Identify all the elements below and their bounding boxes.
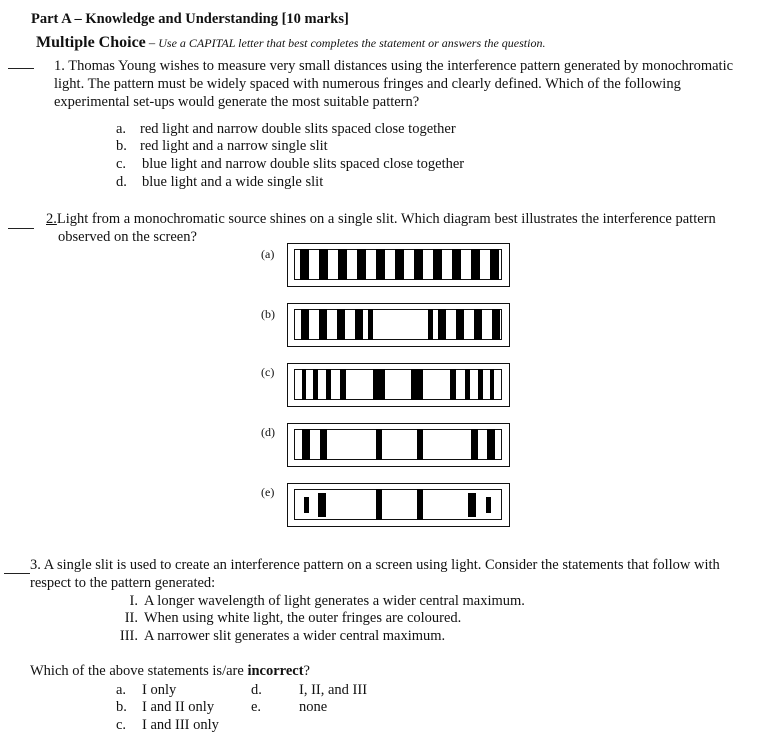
q3-option-b bbox=[116, 698, 214, 716]
diagram-label-e: (e) bbox=[261, 485, 275, 499]
q1-option-b bbox=[116, 137, 328, 155]
q3-statement-text: A narrower slit generates a wider central maximum. bbox=[144, 628, 446, 644]
q3-option-text: I only bbox=[142, 682, 177, 698]
q1-option-text: red light and narrow double slits spaced close together bbox=[140, 121, 456, 137]
q3-option-text: none bbox=[299, 699, 328, 715]
fringe-bar bbox=[478, 369, 483, 400]
q3-option-letter: d. bbox=[251, 682, 262, 698]
fringe-bar bbox=[355, 309, 363, 340]
q3-statement-text: When using white light, the outer fringes are coloured. bbox=[144, 610, 462, 626]
diagram-label-d: (d) bbox=[261, 425, 275, 439]
q2-line-1-text: Light from a monochromatic source shines on a single slit. Which diagram best illustrates the interference pattern bbox=[56, 211, 716, 227]
q3-option-a bbox=[116, 681, 176, 699]
fringe-bar bbox=[490, 249, 499, 280]
fringe-bar bbox=[487, 429, 495, 460]
q3-line-2: respect to the pattern generated: bbox=[30, 575, 216, 591]
fringe-bar bbox=[376, 249, 385, 280]
fringe-bar bbox=[471, 429, 478, 460]
q2-number: 2. bbox=[46, 211, 57, 227]
q3-question bbox=[30, 662, 310, 680]
fringe-bar bbox=[338, 249, 347, 280]
fringe-bar bbox=[438, 309, 446, 340]
q1-option-letter: c. bbox=[116, 156, 127, 172]
q3-option-letter: a. bbox=[116, 682, 127, 698]
q1-line-3: experimental set-ups would generate the most suitable pattern? bbox=[54, 94, 420, 110]
fringe-bar bbox=[411, 369, 423, 400]
mc-instruction: Use a CAPITAL letter that best completes the statement or answers the question. bbox=[158, 36, 546, 50]
fringe-bar bbox=[486, 497, 491, 513]
fringe-bar bbox=[465, 369, 470, 400]
q3-option-text: I and III only bbox=[142, 717, 219, 733]
q3-statement-numeral: II. bbox=[124, 610, 138, 626]
fringe-bar bbox=[474, 309, 482, 340]
q3-option-d bbox=[251, 681, 367, 699]
q3-question-suffix: ? bbox=[303, 663, 310, 679]
diagram-d bbox=[287, 423, 510, 467]
fringe-bar bbox=[302, 429, 310, 460]
fringe-bar bbox=[395, 249, 404, 280]
q3-statement-i bbox=[116, 592, 525, 610]
fringe-bar bbox=[433, 249, 442, 280]
fringe-bar bbox=[414, 249, 423, 280]
q3-statement-ii bbox=[116, 609, 461, 627]
q1-option-text: blue light and a wide single slit bbox=[142, 174, 324, 190]
diagram-label-b: (b) bbox=[261, 307, 275, 321]
q3-question-prefix: Which of the above statements is/are bbox=[30, 663, 248, 679]
fringe-bar bbox=[376, 489, 382, 520]
q2-line-2: observed on the screen? bbox=[58, 229, 197, 245]
q3-statement-text: A longer wavelength of light generates a wider central maximum. bbox=[144, 593, 525, 609]
q3-line-1: 3. A single slit is used to create an interference pattern on a screen using light. Consider the statements that follow with bbox=[30, 557, 720, 573]
fringe-bar bbox=[417, 429, 423, 460]
q1-answer-blank[interactable] bbox=[8, 68, 34, 69]
fringe-bar bbox=[368, 309, 373, 340]
section-title: Part A – Knowledge and Understanding [10 marks] bbox=[31, 11, 349, 27]
mc-heading-row bbox=[36, 34, 545, 52]
q3-option-e bbox=[251, 698, 327, 716]
fringe-bar bbox=[492, 309, 500, 340]
mc-heading: Multiple Choice bbox=[36, 34, 146, 51]
fringe-bar bbox=[471, 249, 480, 280]
fringe-bar bbox=[340, 369, 346, 400]
fringe-bar bbox=[319, 249, 328, 280]
diagram-b bbox=[287, 303, 510, 347]
q3-option-text: I and II only bbox=[142, 699, 215, 715]
diagram-e bbox=[287, 483, 510, 527]
q1-option-letter: d. bbox=[116, 174, 127, 190]
diagram-label-c: (c) bbox=[261, 365, 275, 379]
fringe-bar bbox=[337, 309, 345, 340]
fringe-bar bbox=[373, 369, 385, 400]
fringe-bar bbox=[428, 309, 433, 340]
q1-option-text: blue light and narrow double slits spaced close together bbox=[142, 156, 465, 172]
q2-answer-blank[interactable] bbox=[8, 228, 34, 229]
mc-dash: – bbox=[145, 36, 159, 50]
q3-question-bold: incorrect bbox=[247, 663, 304, 679]
fringe-bar bbox=[417, 489, 423, 520]
fringe-bar bbox=[490, 369, 494, 400]
fringe-bar bbox=[357, 249, 366, 280]
q3-statement-numeral: I. bbox=[129, 593, 138, 609]
q3-statement-iii bbox=[116, 627, 445, 645]
fringe-bar bbox=[304, 497, 309, 513]
q1-option-d bbox=[116, 173, 323, 191]
q1-line-1: 1. Thomas Young wishes to measure very small distances using the interference pattern generated by monochromatic bbox=[54, 58, 734, 74]
q3-option-letter: b. bbox=[116, 699, 127, 715]
q1-option-a bbox=[116, 120, 456, 138]
fringe-bar bbox=[319, 309, 327, 340]
diagram-c bbox=[287, 363, 510, 407]
q3-option-c bbox=[116, 716, 219, 734]
fringe-bar bbox=[452, 249, 461, 280]
q1-option-letter: b. bbox=[116, 138, 127, 154]
fringe-bar bbox=[300, 249, 309, 280]
q1-option-c bbox=[116, 155, 464, 173]
q3-statement-numeral: III. bbox=[119, 628, 138, 644]
q1-line-2: light. The pattern must be widely spaced with numerous fringes and clearly defined. Which of the following bbox=[54, 76, 681, 92]
fringe-bar bbox=[301, 309, 309, 340]
q3-option-letter: c. bbox=[116, 717, 127, 733]
diagram-a bbox=[287, 243, 510, 287]
q1-option-text: red light and a narrow single slit bbox=[140, 138, 328, 154]
q3-option-text: I, II, and III bbox=[299, 682, 368, 698]
diagram-label-a: (a) bbox=[261, 247, 275, 261]
fringe-bar bbox=[456, 309, 464, 340]
fringe-bar bbox=[468, 493, 476, 517]
q2-line-1 bbox=[46, 210, 716, 228]
q1-option-letter: a. bbox=[116, 121, 127, 137]
fringe-bar bbox=[320, 429, 327, 460]
q3-option-letter: e. bbox=[251, 699, 262, 715]
fringe-bar bbox=[318, 493, 326, 517]
q3-answer-blank[interactable] bbox=[4, 573, 30, 574]
fringe-bar bbox=[313, 369, 318, 400]
fringe-bar bbox=[302, 369, 306, 400]
fringe-bar bbox=[326, 369, 331, 400]
fringe-bar bbox=[376, 429, 382, 460]
fringe-bar bbox=[450, 369, 456, 400]
